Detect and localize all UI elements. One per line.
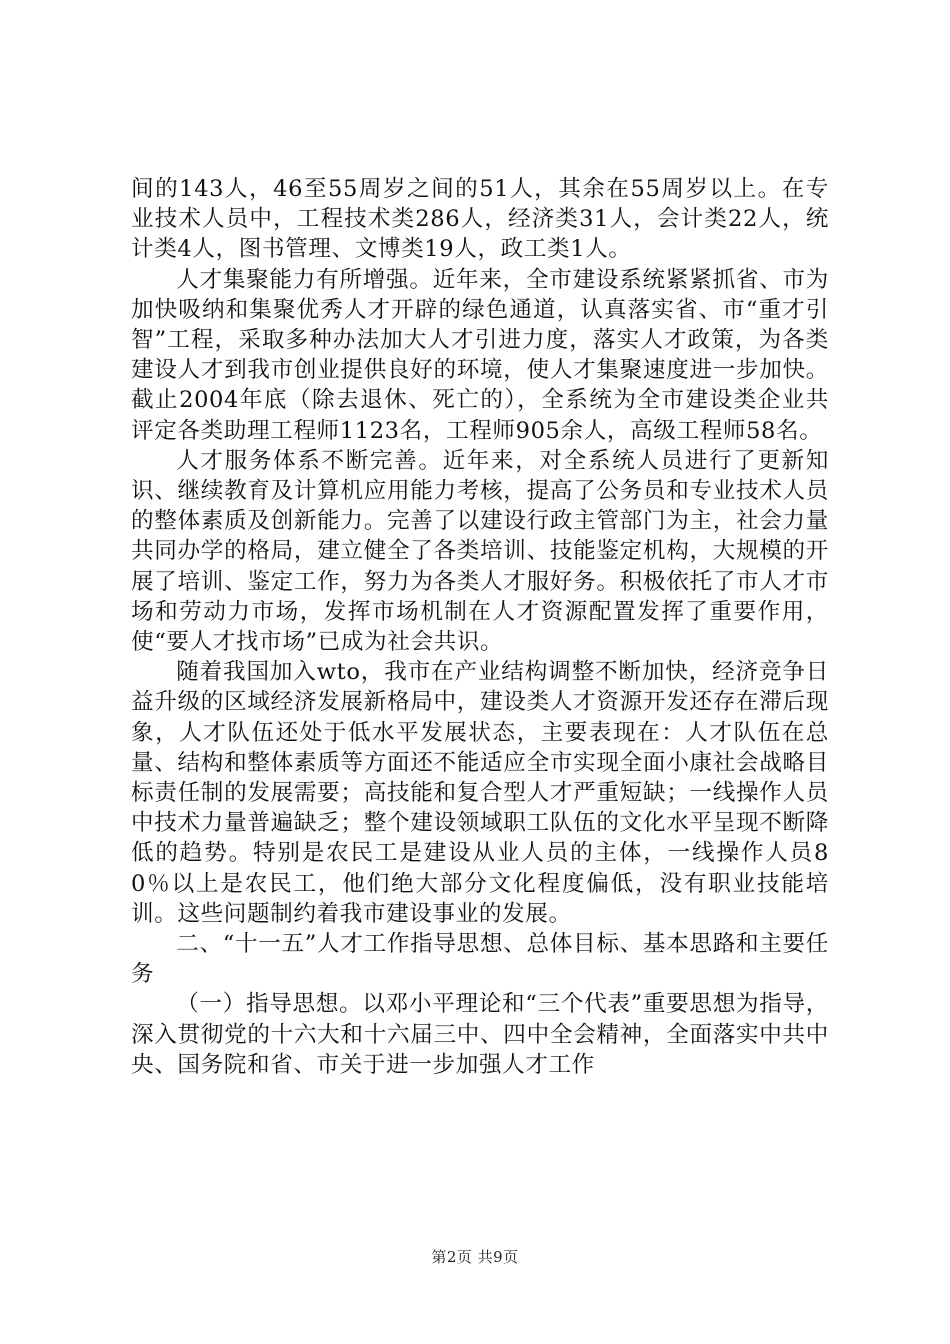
page-number-footer: 第2页 共9页 [431, 1248, 519, 1266]
document-body [131, 174, 829, 1080]
paragraph-2: 人才集聚能力有所增强。近年来，全市建设系统紧紧抓省、市为加快吸纳和集聚优秀人才开辟的绿色通道，认真落实省、市“重才引智”工程，采取多种办法加大人才引进力度，落实人才政策，为各类建设人才到我市创业提供良好的环境，使人才集聚速度进一步加快。截止2004年底（除去退休、死亡的），全系统为全市建设类企业共评定各类助理工程师1123名，工程师905余人，高级工程师58名。 [131, 266, 829, 444]
paragraph-3: 人才服务体系不断完善。近年来，对全系统人员进行了更新知识、继续教育及计算机应用能力考核，提高了公务员和专业技术人员的整体素质及创新能力。完善了以建设行政主管部门为主，社会力量共同办学的格局，建立健全了各类培训、技能鉴定机构，大规模的开展了培训、鉴定工作，努力为各类人才服好务。积极依托了市人才市场和劳动力市场，发挥市场机制在人才资源配置发挥了重要作用，使“要人才找市场”已成为社会共识。 [131, 447, 829, 656]
paragraph-4: 随着我国加入wto，我市在产业结构调整不断加快，经济竞争日益升级的区域经济发展新格局中，建设类人才资源开发还存在滞后现象，人才队伍还处于低水平发展状态，主要表现在：人才队伍在总量、结构和整体素质等方面还不能适应全市实现全面小康社会战略目标责任制的发展需要；高技能和复合型人才严重短缺；一线操作人员中技术力量普遍缺乏；整个建设领域职工队伍的文化水平呈现不断降低的趋势。特别是农民工是建设从业人员的主体，一线操作人员80％以上是农民工，他们绝大部分文化程度偏低，没有职业技能培训。这些问题制约着我市建设事业的发展。 [131, 659, 829, 927]
section-heading: 二、“十一五”人才工作指导思想、总体目标、基本思路和主要任务 [131, 931, 829, 988]
paragraph-6: （一）指导思想。以邓小平理论和“三个代表”重要思想为指导，深入贯彻党的十六大和十六届三中、四中全会精神，全面落实中共中央、国务院和省、市关于进一步加强人才工作 [131, 991, 829, 1078]
paragraph-1: 间的143人，46至55周岁之间的51人，其余在55周岁以上。在专业技术人员中，工程技术类286人，经济类31人，会计类22人，统计类4人，图书管理、文博类19人，政工类1人。 [131, 176, 829, 263]
